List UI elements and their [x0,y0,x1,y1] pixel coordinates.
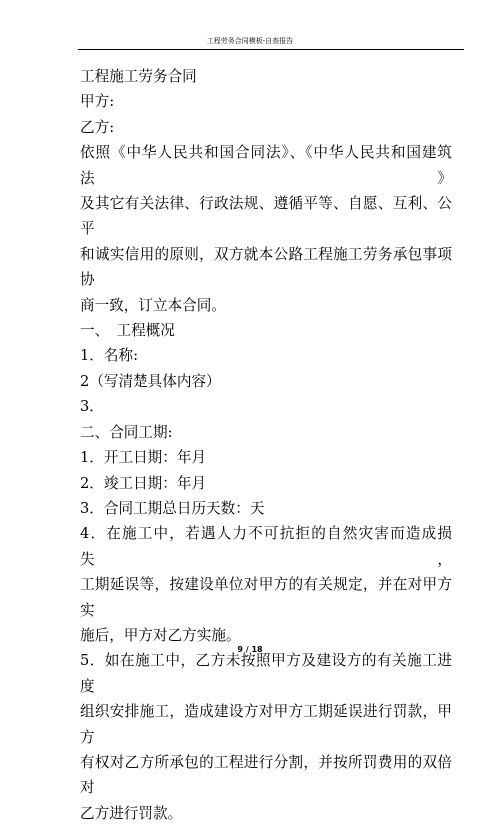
list-item: 2．竣工日期：年月 [80,474,207,492]
list-item: 3． [80,398,104,416]
list-item: 3．合同工期总日历天数：天 [80,499,265,517]
paragraph-line: 商一致，订立本合同。 [80,296,226,314]
paragraph-line: 及其它有关法律、行政法规、遵循平等、自愿、互利、公平 [80,195,452,238]
document-title: 工程施工劳务合同 [80,68,197,85]
list-item: 1．名称: [80,347,138,365]
document-body [80,64,452,826]
header-divider [78,49,464,50]
list-item: 2（写清楚具体内容） [80,372,221,390]
list-item: 1．开工日期：年月 [80,449,207,467]
party-a-line: 甲方: [80,93,115,111]
party-b-line: 乙方: [80,118,115,136]
paragraph-line: 4．在施工中，若遇人力不可抗拒的自然灾害而造成损失， [80,525,452,568]
paragraph-line: 有权对乙方所承包的工程进行分割，并按所罚费用的双倍对 [80,753,452,797]
paragraph-line: 和诚实信用的原则，双方就本公路工程施工劳务承包事项协 [80,245,452,289]
section-heading: 一、 工程概况 [80,322,175,340]
page-header: 工程劳务合同模板-自查报告 [206,37,294,45]
paragraph-line: 工期延误等，按建设单位对甲方的有关规定，并在对甲方实 [80,576,452,619]
paragraph-line: 组织安排施工，造成建设方对甲方工期延误进行罚款，甲方 [80,703,452,746]
paragraph-line: 依照《中华人民共和国合同法》、《中华人民共和国建筑法》 [80,144,452,187]
paragraph-line: 乙方进行罚款。 [80,804,183,822]
paragraph-line: 5．如在施工中，乙方未按照甲方及建设方的有关施工进度 [80,652,452,695]
paragraph-line: 施后，甲方对乙方实施。 [80,626,241,644]
page-number: 9 / 18 [237,645,263,654]
section-heading: 二、合同工期: [80,423,173,441]
